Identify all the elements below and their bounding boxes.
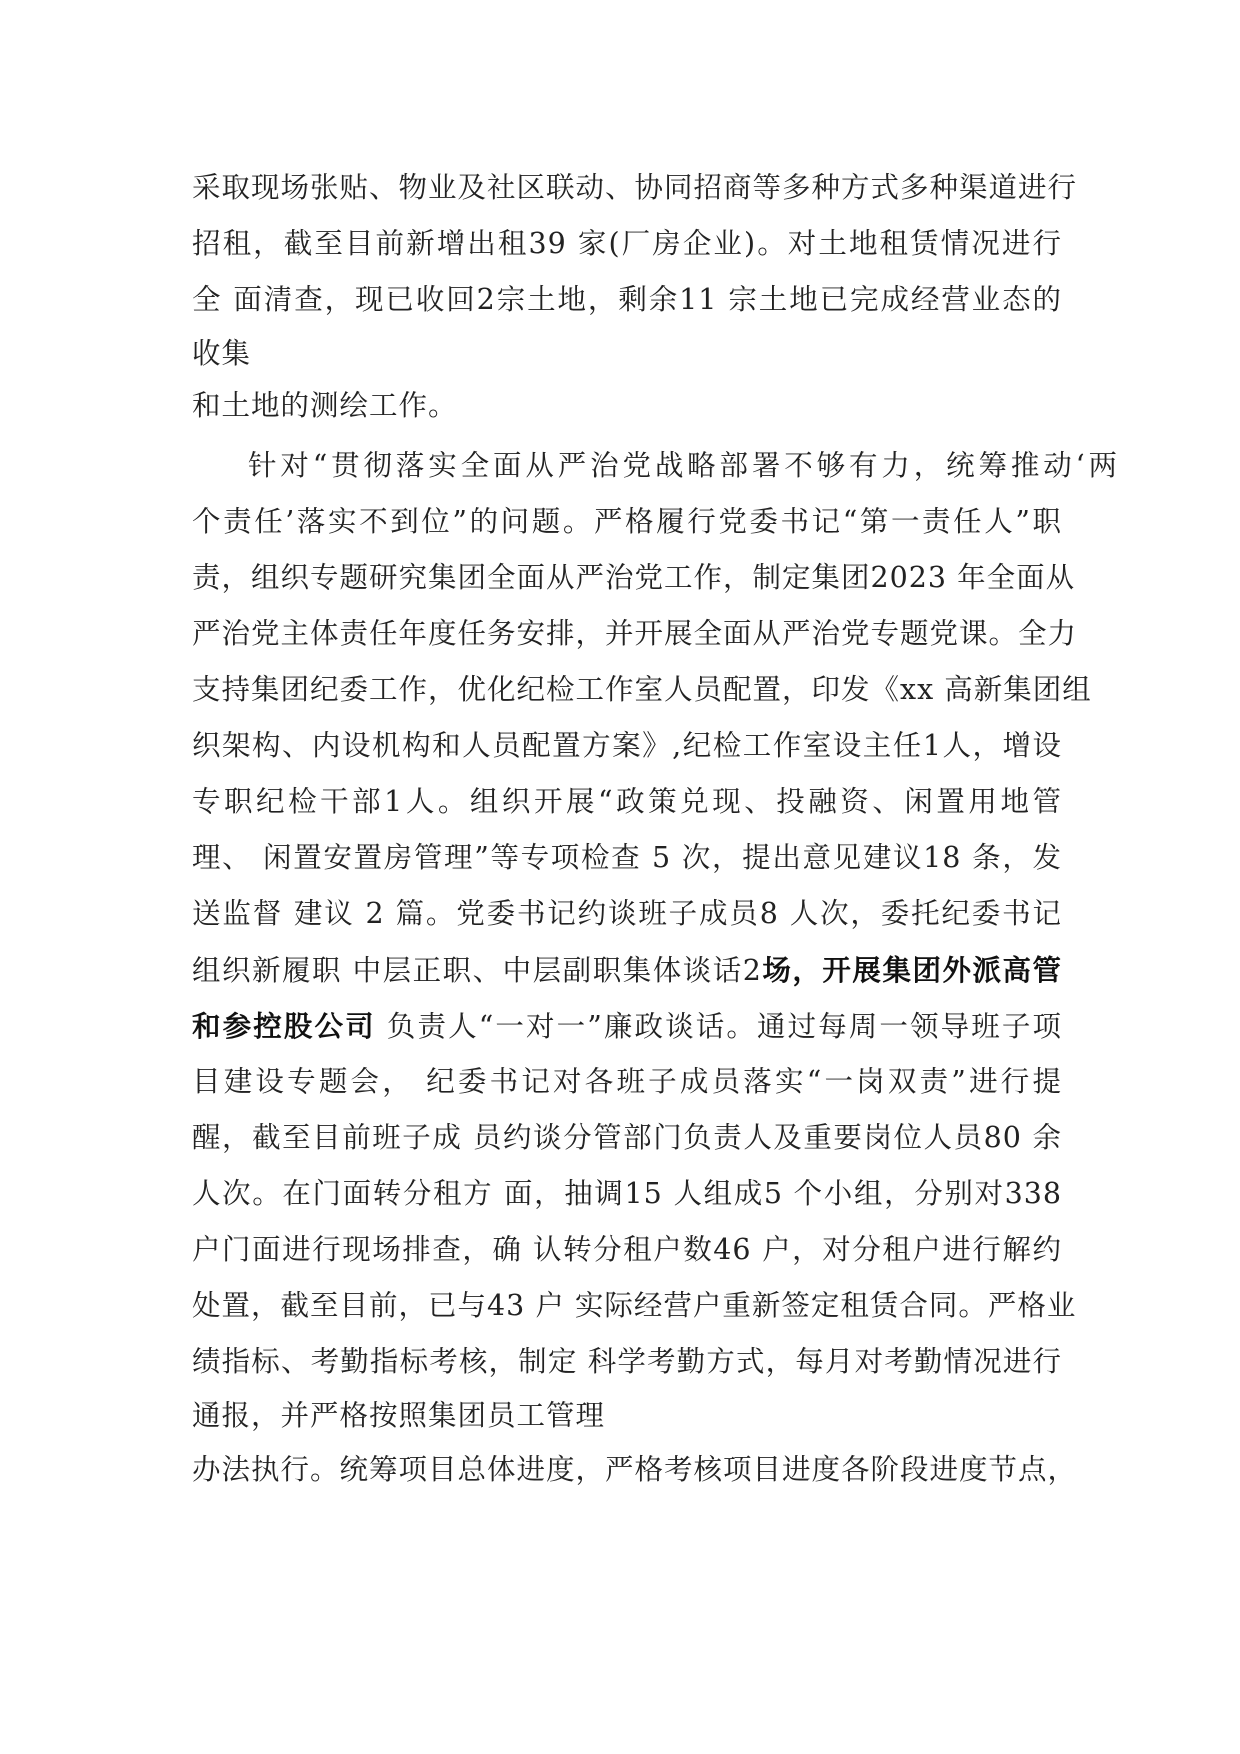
text-line: 个责任’落实不到位”的问题。严格履行党委书记“第一责任人”职	[192, 505, 1062, 538]
text-line: 支持集团纪委工作，优化纪检工作室人员配置，印发《xx 高新集团组	[192, 673, 1092, 706]
text-line: 全 面清查，现已收回2宗土地，剩余11 宗土地已完成经营业态的	[192, 283, 1062, 316]
text-line: 收集	[192, 337, 252, 370]
paragraph-first-line: 针对“贯彻落实全面从严治党战略部署不够有力，统筹推动‘两	[248, 449, 1118, 482]
text-line: 通报，并严格按照集团员工管理	[192, 1399, 606, 1432]
text-line: 绩指标、考勤指标考核，制定 科学考勤方式，每月对考勤情况进行	[192, 1345, 1062, 1378]
text-line: 办法执行。统筹项目总体进度，严格考核项目进度各阶段进度节点，	[192, 1453, 1078, 1486]
bold-text: 场，开展集团外派高管	[761, 953, 1062, 987]
text-line: 责，组织专题研究集团全面从严治党工作，制定集团2023 年全面从	[192, 561, 1076, 594]
bold-text: 和参控股公司	[192, 1009, 376, 1043]
text-line: 目建设专题会， 纪委书记对各班子成员落实“一岗双责”进行提	[192, 1065, 1062, 1098]
text-line: 处置，截至目前，已与43 户 实际经营户重新签定租赁合同。严格业	[192, 1289, 1077, 1322]
text-line: 严治党主体责任年度任务安排，并开展全面从严治党专题党课。全力	[192, 617, 1078, 650]
text-line: 招租，截至目前新增出租39 家(厂房企业)。对土地租赁情况进行	[192, 227, 1062, 260]
text-line: 醒，截至目前班子成 员约谈分管部门负责人及重要岗位人员80 余	[192, 1121, 1062, 1154]
text-line: 人次。在门面转分租方 面，抽调15 人组成5 个小组，分别对338	[192, 1177, 1062, 1210]
text-line: 送监督 建议 2 篇。党委书记约谈班子成员8 人次，委托纪委书记	[192, 897, 1062, 930]
text-line: 织架构、内设机构和人员配置方案》,纪检工作室设主任1人，增设	[192, 729, 1062, 762]
text-line: 户门面进行现场排查，确 认转分租户数46 户，对分租户进行解约	[192, 1233, 1062, 1266]
document-body	[192, 160, 1118, 1498]
text-line: 和土地的测绘工作。	[192, 389, 458, 422]
text-line: 专职纪检干部1人。组织开展“政策兑现、投融资、闲置用地管	[192, 785, 1062, 818]
text-line: 采取现场张贴、物业及社区联动、协同招商等多种方式多种渠道进行	[192, 171, 1078, 204]
text-line: 和参控股公司 负责人“一对一”廉政谈话。通过每周一领导班子项	[192, 1009, 1062, 1043]
text-line: 理、 闲置安置房管理”等专项检查 5 次，提出意见建议18 条，发	[192, 841, 1062, 874]
text-line: 组织新履职 中层正职、中层副职集体谈话2场，开展集团外派高管	[192, 953, 1062, 987]
